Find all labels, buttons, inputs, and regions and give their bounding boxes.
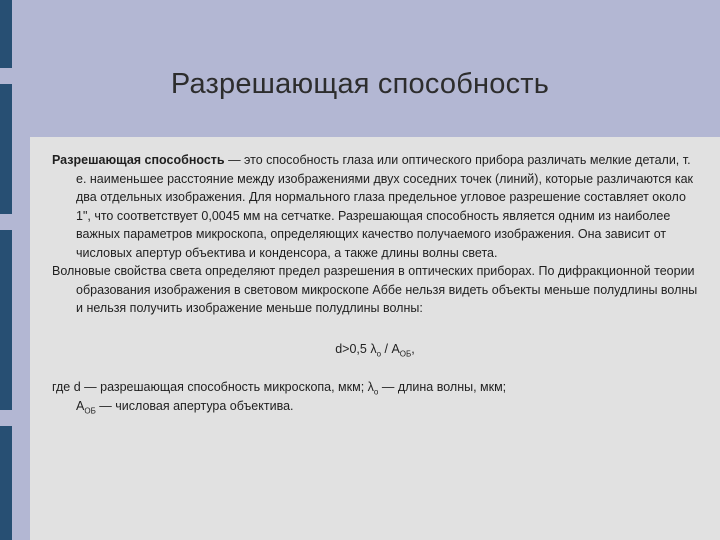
- definition-term: Разрешающая способность: [52, 153, 225, 167]
- definition-text: — это способность глаза или оптического прибора различать мелкие детали, т. е. наименьшее расстояние между изображениями двух соседних точек (линий), которые различаются как два отдельных изображения. Для нормального глаза предельное угловое разрешение составляет около 1", что соответствует 0,0045 мм на сетчатке. Разрешающая способность является одним из наиболее важных параметров микроскопа, определяющих качество получаемого изображения. Она зависит от числовых апертур объектива и конденсора, а также длины волны света.: [76, 153, 694, 260]
- slide-title: Разрешающая способность: [170, 68, 550, 100]
- content-panel: [30, 137, 720, 540]
- side-bar-segment: [0, 426, 12, 540]
- resolution-formula: d>0,5 $\lambda_о / A_{ОБ}$,: [335, 341, 415, 358]
- side-bar-segment: [0, 230, 12, 410]
- side-bar-segment: [0, 84, 12, 214]
- definition-paragraph: [52, 151, 698, 262]
- wave-paragraph: Волновые свойства света определяют предел разрешения в оптических приборах. По дифракционной теории образования изображения в световом микроскопе Аббе нельзя видеть объекты меньше полудлины волны и нельзя получить изображение меньше полудлины волны:: [52, 264, 698, 315]
- side-bar-segment: [0, 0, 12, 68]
- formula-legend: где d — разрешающая способность микроскопа, мкм; $\lambda_о$ — длина волны, мкм; $A_{ОБ}$ — числовая апертура объектива.: [52, 380, 507, 415]
